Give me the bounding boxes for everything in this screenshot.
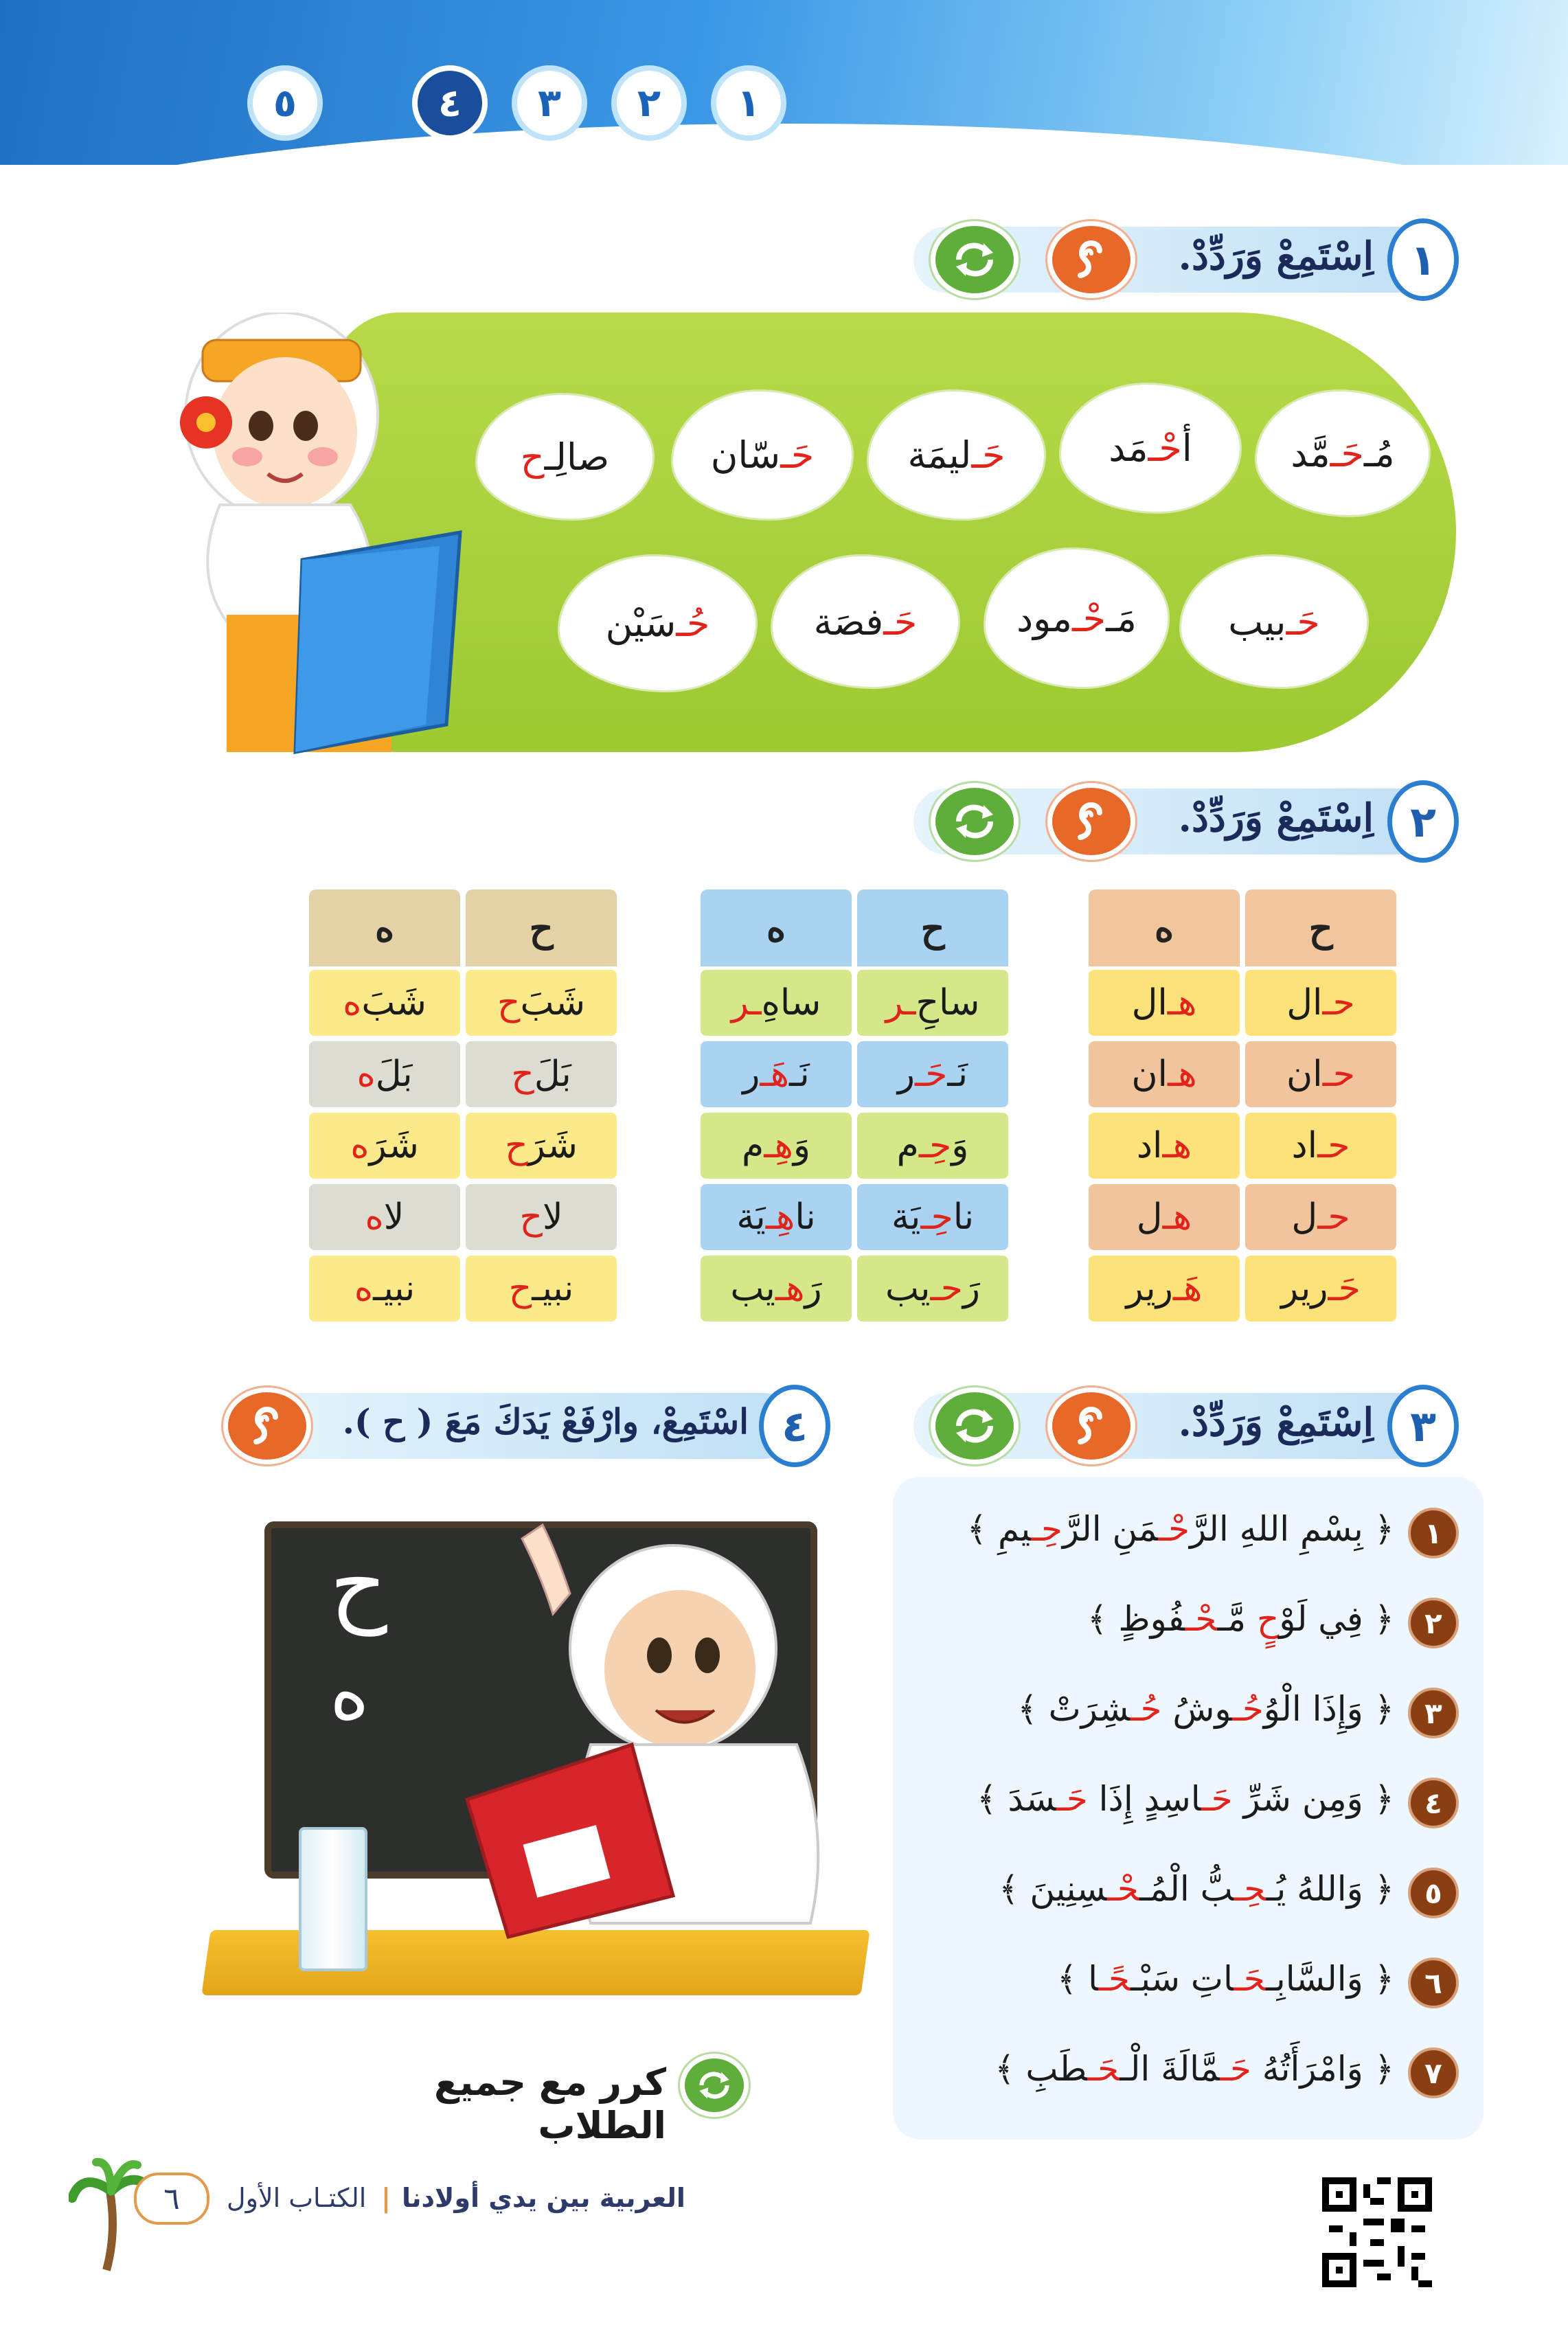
- cell-text: ل: [1136, 1197, 1163, 1238]
- cell-text: يب: [730, 1268, 775, 1309]
- cell-highlight: ه: [365, 1197, 384, 1238]
- cell-text: نا: [795, 1197, 816, 1238]
- verse-part: سِنِينَ ﴾: [999, 1869, 1108, 1909]
- cell-text: ال: [1286, 982, 1323, 1023]
- table-cell[interactable]: [309, 1113, 460, 1179]
- verse-number: ٤: [1408, 1778, 1459, 1828]
- verse-number: ٣: [1408, 1688, 1459, 1738]
- verse-part: طَبِ ﴾: [995, 2049, 1088, 2089]
- table-cell[interactable]: [701, 1041, 852, 1107]
- cell-text: ان: [1131, 1054, 1168, 1095]
- cell-highlight: حـ: [1317, 1125, 1350, 1166]
- verse-highlight: حَـ: [1201, 1779, 1233, 1819]
- verse-number: ١: [1408, 1508, 1459, 1558]
- lesson-step-5[interactable]: ٥: [247, 65, 323, 141]
- verse-part: ﴿ وَإِذَا الْوُ: [1263, 1689, 1394, 1729]
- verse-highlight: حْـ: [1158, 1509, 1190, 1549]
- table-cell[interactable]: [1245, 1041, 1396, 1107]
- section-2-number: ٢: [1387, 780, 1459, 863]
- repeat-icon[interactable]: [931, 1387, 1019, 1464]
- cell-highlight: ـر: [731, 982, 762, 1023]
- name-highlight: حْـ: [1148, 427, 1182, 470]
- name-part: مود: [1016, 596, 1072, 640]
- verse-text: [920, 1869, 1394, 1909]
- name-card[interactable]: [560, 556, 755, 690]
- verse-highlight: حَـ: [1056, 1779, 1088, 1819]
- verse-text: [920, 2049, 1394, 2089]
- cell-text: رَ: [804, 1268, 822, 1309]
- repeat-note: كرر مع جميع الطلاب: [433, 2061, 666, 2147]
- cell-text: يَة: [736, 1197, 766, 1238]
- verse-part: يمِ ﴾: [966, 1509, 1032, 1549]
- cell-text: رَ: [962, 1268, 981, 1309]
- table-header: ه: [309, 889, 460, 966]
- name-part: مَد: [1109, 427, 1148, 470]
- name-card[interactable]: [1181, 556, 1367, 687]
- name-part: أ: [1181, 427, 1192, 470]
- footer-book: الكتـاب الأول: [227, 2183, 367, 2213]
- table-cell[interactable]: [466, 1184, 617, 1250]
- verse-number: ٥: [1408, 1868, 1459, 1918]
- table-cell[interactable]: [466, 1113, 617, 1179]
- verse-highlight: حْـ: [1185, 1599, 1218, 1639]
- verse-number: ٦: [1408, 1958, 1459, 2008]
- cell-highlight: حِـ: [918, 1125, 952, 1166]
- table-cell[interactable]: [857, 1113, 1008, 1179]
- name-highlight: ح: [520, 435, 545, 479]
- table-cell[interactable]: [1245, 970, 1396, 1036]
- cell-highlight: هَـ: [1172, 1268, 1203, 1309]
- cell-highlight: ح: [505, 1125, 528, 1166]
- section-4-title: اسْتَمِعْ، وارْفَعْ يَدَكَ مَعَ ( ح ).: [342, 1401, 749, 1442]
- cell-text: ر: [897, 1054, 916, 1095]
- cell-text: وَ: [793, 1125, 810, 1166]
- table-cell[interactable]: [701, 1113, 852, 1179]
- verse-highlight: حِـ: [1031, 1509, 1063, 1549]
- cell-text: نَـ: [947, 1054, 968, 1095]
- water-glass: [299, 1827, 367, 1971]
- verse-part: مَنِ الرَّ: [1062, 1509, 1159, 1549]
- verse-part: شِرَتْ ﴾: [1017, 1689, 1130, 1729]
- name-highlight: حَـ: [971, 433, 1005, 477]
- verse-part: بُّ الْمُـ: [1139, 1869, 1234, 1909]
- cell-highlight: حـ: [1322, 982, 1355, 1023]
- table-cell[interactable]: [1245, 1256, 1396, 1322]
- cell-text: شَرَ: [369, 1125, 419, 1166]
- cell-text: لا: [383, 1197, 405, 1238]
- table-cell[interactable]: [1089, 1184, 1240, 1250]
- cell-text: ر: [742, 1054, 760, 1095]
- table-cell[interactable]: [701, 1256, 852, 1322]
- table-cell[interactable]: [309, 970, 460, 1036]
- cell-highlight: ه: [343, 982, 362, 1023]
- section-1-number: ١: [1387, 218, 1459, 301]
- cell-highlight: حَـ: [915, 1054, 948, 1095]
- name-part: سَيْن: [605, 602, 677, 645]
- cell-highlight: ح: [497, 982, 521, 1023]
- name-card[interactable]: [1257, 392, 1429, 515]
- name-highlight: حَـ: [1330, 431, 1364, 475]
- table-cell[interactable]: [701, 970, 852, 1036]
- table-header: ح: [857, 889, 1008, 966]
- listen-ear-icon[interactable]: [1047, 221, 1135, 298]
- cell-highlight: ح: [511, 1054, 534, 1095]
- name-part: ليمَة: [907, 433, 972, 477]
- table-cell[interactable]: [857, 1041, 1008, 1107]
- name-part: مَّد: [1291, 431, 1330, 475]
- verse-text: [920, 1689, 1394, 1729]
- cell-text: اد: [1291, 1125, 1318, 1166]
- cell-highlight: هـ: [775, 1268, 805, 1309]
- cell-text: بَلَ: [534, 1054, 571, 1095]
- footer-series: العربية بين يدي أولادنا: [402, 2183, 685, 2213]
- cell-highlight: هِـ: [765, 1197, 795, 1238]
- cell-highlight: ح: [508, 1268, 532, 1309]
- verse-part: ﴿ وَامْرَأَتُهُ: [1251, 2049, 1394, 2089]
- cell-text: ال: [1131, 982, 1168, 1023]
- section-3-title: اِسْتَمِعْ وَرَدِّدْ.: [1178, 1400, 1374, 1445]
- listen-ear-icon[interactable]: [1047, 1387, 1135, 1464]
- cell-highlight: ه: [350, 1125, 370, 1166]
- table-cell[interactable]: [466, 1256, 617, 1322]
- table-cell[interactable]: [1089, 1041, 1240, 1107]
- verse-part: ﴿ وَالسَّابِـ: [1266, 1959, 1394, 1999]
- listen-ear-icon[interactable]: [223, 1387, 311, 1464]
- cell-highlight: ح: [519, 1197, 543, 1238]
- verse-part: ﴿ وَمِن شَرِّ: [1232, 1779, 1394, 1819]
- name-part: بيب: [1228, 600, 1286, 644]
- cell-text: نبيـ: [373, 1268, 416, 1309]
- cell-highlight: هـ: [1167, 982, 1197, 1023]
- boy-raising-hand-illustration: [385, 1511, 879, 1951]
- cell-highlight: حِـ: [920, 1197, 953, 1238]
- name-card[interactable]: [986, 549, 1168, 687]
- table-cell[interactable]: [857, 1256, 1008, 1322]
- section-1-title: اِسْتَمِعْ وَرَدِّدْ.: [1178, 234, 1374, 279]
- verse-highlight: حٍ: [1256, 1599, 1280, 1639]
- footer-separator: |: [381, 2183, 391, 2213]
- verse-highlight: حَـ: [1220, 2049, 1251, 2089]
- cell-text: ان: [1286, 1054, 1323, 1095]
- verse-highlight: حُـ: [1232, 1689, 1264, 1729]
- cell-highlight: ه: [356, 1054, 376, 1095]
- name-part: صالِـ: [544, 435, 610, 479]
- verse-part: سَدَ ﴾: [977, 1779, 1057, 1819]
- table-cell[interactable]: [466, 1041, 617, 1107]
- cell-text: ل: [1291, 1197, 1318, 1238]
- table-cell[interactable]: [701, 1184, 852, 1250]
- lesson-step-3[interactable]: ٣: [512, 65, 587, 141]
- verse-highlight: حَـ: [1234, 1959, 1266, 1999]
- cell-text: شَبَ: [361, 982, 427, 1023]
- cell-text: شَبَ: [520, 982, 586, 1023]
- table-cell[interactable]: [309, 1184, 460, 1250]
- lesson-step-1[interactable]: ١: [711, 65, 786, 141]
- name-part: سّان: [710, 433, 781, 477]
- table-cell[interactable]: [1245, 1113, 1396, 1179]
- verse-part: اسِدٍ إِذَا: [1087, 1779, 1201, 1819]
- table-cell[interactable]: [466, 970, 617, 1036]
- table-cell[interactable]: [857, 1184, 1008, 1250]
- cell-highlight: هَـ: [760, 1054, 790, 1095]
- cell-highlight: هـ: [1168, 1054, 1197, 1095]
- cell-text: لا: [542, 1197, 563, 1238]
- table-cell[interactable]: [309, 1256, 460, 1322]
- verse-highlight: حَـ: [1087, 2049, 1120, 2089]
- lesson-step-4-active[interactable]: ٤: [412, 65, 488, 141]
- cell-text: يَة: [891, 1197, 921, 1238]
- verse-part: ا ﴾: [1056, 1959, 1099, 1999]
- verse-part: مَّـ: [1217, 1599, 1257, 1639]
- name-highlight: حَـ: [780, 433, 815, 477]
- verse-part: ﴿ بِسْمِ اللهِ الرَّ: [1190, 1509, 1394, 1549]
- name-card[interactable]: [1061, 385, 1240, 512]
- verse-highlight: حِـ: [1234, 1869, 1266, 1909]
- repeat-icon[interactable]: [931, 783, 1019, 860]
- verse-text: [920, 1599, 1394, 1639]
- name-card[interactable]: [869, 392, 1044, 519]
- section-4-number: ٤: [759, 1385, 830, 1467]
- table-cell[interactable]: [1089, 970, 1240, 1036]
- cell-highlight: حـ: [930, 1268, 963, 1309]
- verse-part: اتِ سَبْـ: [1130, 1959, 1234, 1999]
- name-highlight: حْـ: [1071, 596, 1106, 640]
- section-3-number: ٣: [1387, 1385, 1459, 1467]
- cell-highlight: ـر: [885, 982, 916, 1023]
- table-header: ح: [466, 889, 617, 966]
- cell-highlight: هـ: [1162, 1197, 1192, 1238]
- table-cell[interactable]: [1089, 1256, 1240, 1322]
- name-part: فصَة: [813, 600, 884, 644]
- cell-highlight: حَـ: [1328, 1268, 1361, 1309]
- cell-text: شَرَ: [527, 1125, 578, 1166]
- cell-text: اد: [1136, 1125, 1163, 1166]
- verse-number: ٢: [1408, 1598, 1459, 1648]
- table-cell[interactable]: [857, 970, 1008, 1036]
- page-number: ٦: [134, 2173, 209, 2225]
- name-highlight: حُـ: [676, 602, 710, 645]
- repeat-icon[interactable]: [931, 221, 1019, 298]
- name-card[interactable]: [477, 395, 652, 519]
- cell-text: رير: [1126, 1268, 1173, 1309]
- name-card[interactable]: [673, 392, 852, 519]
- cell-text: وَ: [951, 1125, 969, 1166]
- name-highlight: حَـ: [1286, 600, 1320, 644]
- verse-number: ٧: [1408, 2048, 1459, 2098]
- verse-text: [920, 1959, 1394, 1999]
- verse-highlight: حُـ: [1130, 1689, 1162, 1729]
- cell-text: بَلَ: [375, 1054, 413, 1095]
- board-letter-ha: ح: [330, 1532, 387, 1636]
- cell-text: نبيـ: [532, 1268, 574, 1309]
- listen-ear-icon[interactable]: [1047, 783, 1135, 860]
- cell-text: م: [742, 1125, 764, 1166]
- name-card[interactable]: [773, 556, 958, 687]
- table-header: ح: [1245, 889, 1396, 966]
- verse-part: وشُ: [1161, 1689, 1233, 1729]
- verse-part: فُوظٍ ﴾: [1087, 1599, 1185, 1639]
- cell-text: يب: [885, 1268, 931, 1309]
- cell-text: م: [896, 1125, 919, 1166]
- verse-highlight: حْـ: [1107, 1869, 1140, 1909]
- qr-code[interactable]: [1322, 2177, 1432, 2287]
- verse-highlight: حًـ: [1098, 1959, 1131, 1999]
- verse-part: مَّالَةَ الْـ: [1120, 2049, 1220, 2089]
- board-letter-haa: ه: [330, 1648, 370, 1736]
- cell-highlight: حـ: [1322, 1054, 1356, 1095]
- cell-text: رير: [1281, 1268, 1328, 1309]
- table-cell[interactable]: [1089, 1113, 1240, 1179]
- cell-text: ساهِ: [761, 982, 821, 1023]
- table-header: ه: [701, 889, 852, 966]
- verse-part: ﴿ وَاللهُ يُـ: [1266, 1869, 1394, 1909]
- cell-highlight: هِـ: [764, 1125, 793, 1166]
- verse-part: ﴿ فِي لَوْ: [1279, 1599, 1394, 1639]
- cell-highlight: ه: [354, 1268, 374, 1309]
- cell-highlight: هـ: [1162, 1125, 1192, 1166]
- section-2-title: اِسْتَمِعْ وَرَدِّدْ.: [1178, 795, 1374, 841]
- name-highlight: حَـ: [883, 600, 918, 644]
- cell-highlight: حـ: [1317, 1197, 1350, 1238]
- table-cell[interactable]: [309, 1041, 460, 1107]
- girl-reading-illustration: [137, 313, 522, 766]
- verse-text: [920, 1779, 1394, 1819]
- table-header: ه: [1089, 889, 1240, 966]
- cell-text: نَـ: [789, 1054, 810, 1095]
- repeat-icon[interactable]: [680, 2054, 749, 2117]
- cell-text: ساحِ: [916, 982, 980, 1023]
- verse-text: [920, 1509, 1394, 1549]
- name-part: مُـ: [1363, 431, 1395, 475]
- name-part: مَـ: [1106, 596, 1137, 640]
- table-cell[interactable]: [1245, 1184, 1396, 1250]
- cell-text: نا: [953, 1197, 975, 1238]
- lesson-step-2[interactable]: ٢: [611, 65, 687, 141]
